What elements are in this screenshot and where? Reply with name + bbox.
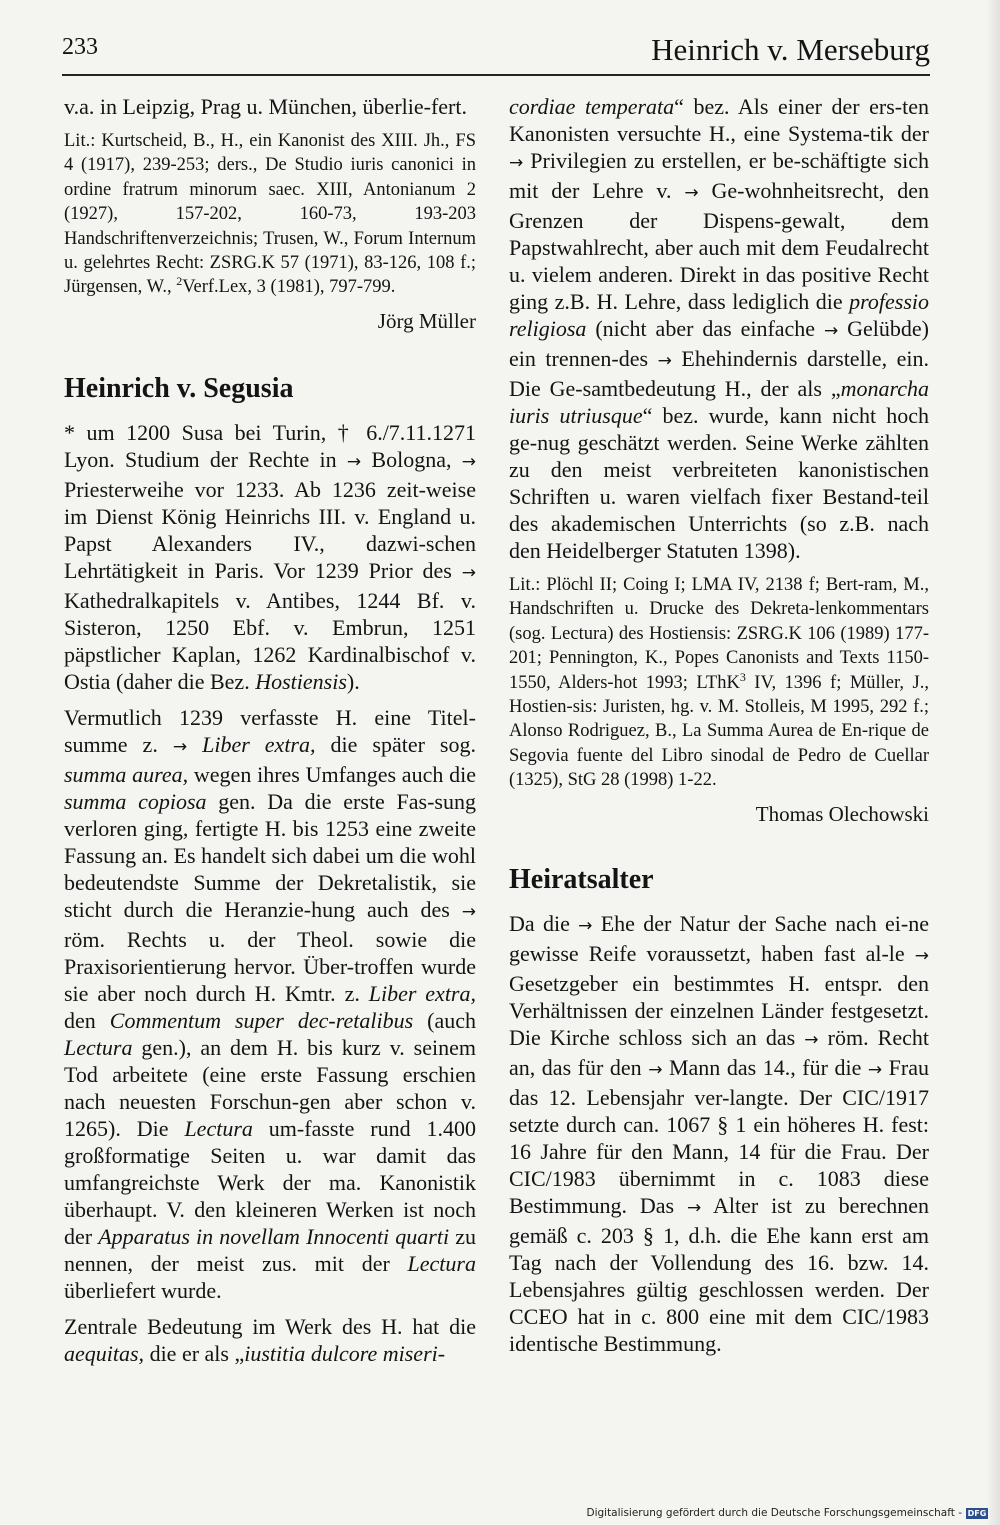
entry-paragraph <box>64 704 476 1304</box>
italic-text: Lectura <box>407 1250 476 1276</box>
literature-text: IV, 1396 f; Müller, J., Hostien-sis: Juristen, hg. v. M. Stolleis, M 1995, 292 f.; Alonso Rodriguez, B., La Summa Aurea de En-rique de Segovia fuente del Libro sinodal de Pedro de Cuellar (1325), StG 28 (1998) 1-22. <box>509 672 929 791</box>
italic-text: iustitia dulcore miseri- <box>244 1340 446 1366</box>
cross-reference-arrow-icon: → <box>461 562 476 583</box>
scan-edge-shadow <box>986 0 1000 1525</box>
text: wegen ihres Umfanges auch die <box>188 761 476 787</box>
cross-reference-arrow-icon: → <box>461 901 476 922</box>
footer-text: Digitalisierung gefördert durch die Deutsche Forschungsgemeinschaft - <box>586 1507 962 1519</box>
page-number: 233 <box>62 34 98 60</box>
cross-reference-arrow-icon: → <box>657 351 672 371</box>
italic-text: professio religiosa <box>509 289 929 341</box>
cross-reference-arrow-icon: → <box>648 1059 663 1080</box>
literature-text: Lit.: Kurtscheid, B., H., ein Kanonist des XIII. Jh., FS 4 (1917), 239-253; ders., De Studio iuris canonici in ordine fratrum minorum saec. XIII, Antonianum 2 (1927), 157-202, 160-73, 193-203 Handschriftenverzeichnis; Trusen, W., Forum Internum u. gelehrtes Recht: ZSRG.K 57 (1971), 83-126, 108 f.; Jürgensen, W., <box>64 131 476 298</box>
entry-paragraph <box>509 910 929 1357</box>
entry-headword: Heinrich v. Segusia <box>64 372 294 404</box>
superscript: 2 <box>176 274 183 289</box>
dfg-logo: DFG <box>967 1508 987 1518</box>
header-rule <box>62 74 930 76</box>
italic-text: Liber extra, <box>202 731 316 757</box>
digitization-footer <box>586 1507 988 1519</box>
text: Frau das 12. Lebensjahr ver-langte. Der CIC/1917 setzte durch can. 1067 § 1 ein höheres H. fest: 16 Jahre für den Mann, 14 für die Frau. Der CIC/1983 übernimmt in c. 1083 diese Bestimmung. Das <box>509 1054 929 1218</box>
cross-reference-arrow-icon: → <box>684 183 699 203</box>
text: röm. Recht an, das für den <box>509 1024 929 1080</box>
author-signature: Jörg Müller <box>377 308 476 333</box>
text: (auch <box>413 1007 476 1033</box>
cross-reference-arrow-icon: → <box>804 1029 819 1050</box>
right-column <box>509 93 929 1366</box>
text: die später sog. <box>315 731 476 757</box>
text: Ehehindernis darstelle, ein. Die Ge-samtbedeutung H., der als „ <box>509 346 929 401</box>
text: * um 1200 Susa bei Turin, † 6./7.11.1271 Lyon. Studium der Rechte in <box>64 419 476 472</box>
text: “ bez. wurde, kann nicht hoch ge-nug geschätzt werden. Seine Werke zählten zu den meist verbreiteten kanonistischen Schriften u. waren vielfach fixer Bestand-teil des akademischen Unterrichts (so z.B. nach den Heidelberger Statuten 1398). <box>509 403 929 563</box>
literature-list <box>509 573 929 793</box>
text: zu nennen, der meist zus. mit der <box>64 1223 476 1276</box>
text: Ehe der Natur der Sache nach ei-ne gewisse Reife voraussetzt, haben fast al-le <box>509 910 929 966</box>
cross-reference-arrow-icon: → <box>867 1059 883 1080</box>
literature-text: Verf.Lex, 3 (1981), 797-799. <box>182 277 396 298</box>
text: Ge-wohnheitsrecht, den Grenzen der Dispens-gewalt, dem Papstwahlrecht, aber auch mit dem Feudalrecht u. vielem anderen. Direkt in das positive Recht ging z.B. H. Lehre, dass lediglich die <box>509 178 929 314</box>
cross-reference-arrow-icon: → <box>823 321 839 341</box>
intro-paragraph: v.a. in Leipzig, Prag u. München, überlie-fert. <box>64 94 467 119</box>
running-head: Heinrich v. Merseburg <box>651 32 930 67</box>
italic-text: Commentum super dec-retalibus <box>109 1007 414 1033</box>
italic-text: Lectura <box>184 1115 253 1141</box>
text: röm. Rechts u. der Theol. sowie die Praxisorientierung hervor. Über-troffen wurde sie aber noch durch H. Kmtr. z. <box>64 926 476 1006</box>
entry-paragraph <box>64 419 476 695</box>
text: Alter ist zu berechnen gemäß c. 203 § 1, d.h. die Ehe kann erst am Tag nach der Vollendung des 16. bzw. 14. Lebensjahres gültig geschlossen werden. Der CCEO hat in c. 800 eine mit dem CIC/1983 identische Bestimmung. <box>509 1192 929 1356</box>
text: die er als „ <box>144 1340 245 1366</box>
italic-text: Apparatus in novellam Innocenti quarti <box>98 1223 450 1249</box>
text: den <box>64 1007 110 1033</box>
italic-text: Liber extra, <box>368 980 476 1006</box>
text: Privilegien zu erstellen, er be-schäftigte sich mit der Lehre v. <box>509 148 929 203</box>
text: “ bez. Als einer der ers-ten Kanonisten versuchte H., eine Systema-tik der <box>509 94 929 146</box>
cross-reference-arrow-icon: → <box>461 451 476 472</box>
text: überliefert wurde. <box>64 1277 222 1303</box>
italic-text: monarcha iuris utriusque <box>509 376 929 428</box>
text: Gesetzgeber ein bestimmtes H. entspr. den Verhältnissen der einzelnen Länder festgesetzt. Die Kirche schloss sich an das <box>509 970 929 1050</box>
entry-paragraph <box>64 1313 476 1367</box>
text: gen. Da die erste Fas-sung verloren ging, fertigte H. bis 1253 eine zweite Fassung an. Es handelt sich dabei um die wohl bedeutendste Summe der Dekretalistik, sie sticht durch die Heranzie-hung auch des <box>64 788 476 922</box>
text: Gelübde) ein trennen-des <box>509 316 930 371</box>
italic-text: aequitas, <box>64 1340 145 1366</box>
text: Da die <box>509 910 579 936</box>
cross-reference-arrow-icon: → <box>578 915 593 936</box>
text: ). <box>346 668 360 694</box>
text: Bologna, <box>361 446 462 472</box>
text: gen.), an dem H. bis kurz v. seinem Tod arbeitete (eine erste Fassung erschien nach neuesten Forschun-gen aber schon v. 1265). Die <box>64 1034 476 1141</box>
italic-text: Lectura <box>64 1034 133 1060</box>
text: Vermutlich 1239 verfasste H. eine Titel-summe z. <box>64 704 476 757</box>
text: Zentrale Bedeutung im Werk des H. hat die <box>64 1313 476 1339</box>
text: um-fasste rund 1.400 großformatige Seiten u. war damit das umfangreichste Werk der ma. Kanonistik überhaupt. V. den kleineren Werken ist noch der <box>64 1115 477 1249</box>
cross-reference-arrow-icon: → <box>914 945 929 966</box>
literature-text: Lit.: Plöchl II; Coing I; LMA IV, 2138 f; Bert-ram, M., Handschriften u. Drucke des Dekreta-lenkommentars (sog. Lectura) des Hostiensis: ZSRG.K 106 (1989) 177-201; Pennington, K., Popes Canonists and Texts 1150-1550, Alders-hot 1993; LThK <box>509 575 929 693</box>
cross-reference-arrow-icon: → <box>687 1197 702 1218</box>
entry-headword: Heiratsalter <box>509 863 654 895</box>
italic-text: summa copiosa <box>64 788 207 814</box>
cross-reference-arrow-icon: → <box>172 736 188 757</box>
text: (nicht aber das einfache <box>586 316 824 341</box>
literature-list <box>64 129 476 300</box>
text: Mann das 14., für die <box>662 1054 868 1080</box>
text: Kathedralkapitels v. Antibes, 1244 Bf. v. Sisteron, 1250 Ebf. v. Embrun, 1251 päpstlicher Kaplan, 1262 Kardinalbischof v. Ostia (daher die Bez. <box>64 587 476 694</box>
author-signature: Thomas Olechowski <box>755 801 929 826</box>
cross-reference-arrow-icon: → <box>346 451 362 472</box>
text: Priesterweihe vor 1233. Ab 1236 zeit-weise im Dienst König Heinrichs III. v. England u. Papst Alexanders IV., dazwi-schen Lehrtätigkeit in Paris. Vor 1239 Prior des <box>64 476 476 583</box>
italic-text: cordiae temperata <box>509 94 675 119</box>
entry-paragraph <box>509 93 929 564</box>
cross-reference-arrow-icon: → <box>509 153 524 173</box>
left-column <box>64 93 476 1376</box>
italic-text: summa aurea, <box>64 761 189 787</box>
superscript: 3 <box>739 669 746 684</box>
italic-text: Hostiensis <box>255 668 347 694</box>
